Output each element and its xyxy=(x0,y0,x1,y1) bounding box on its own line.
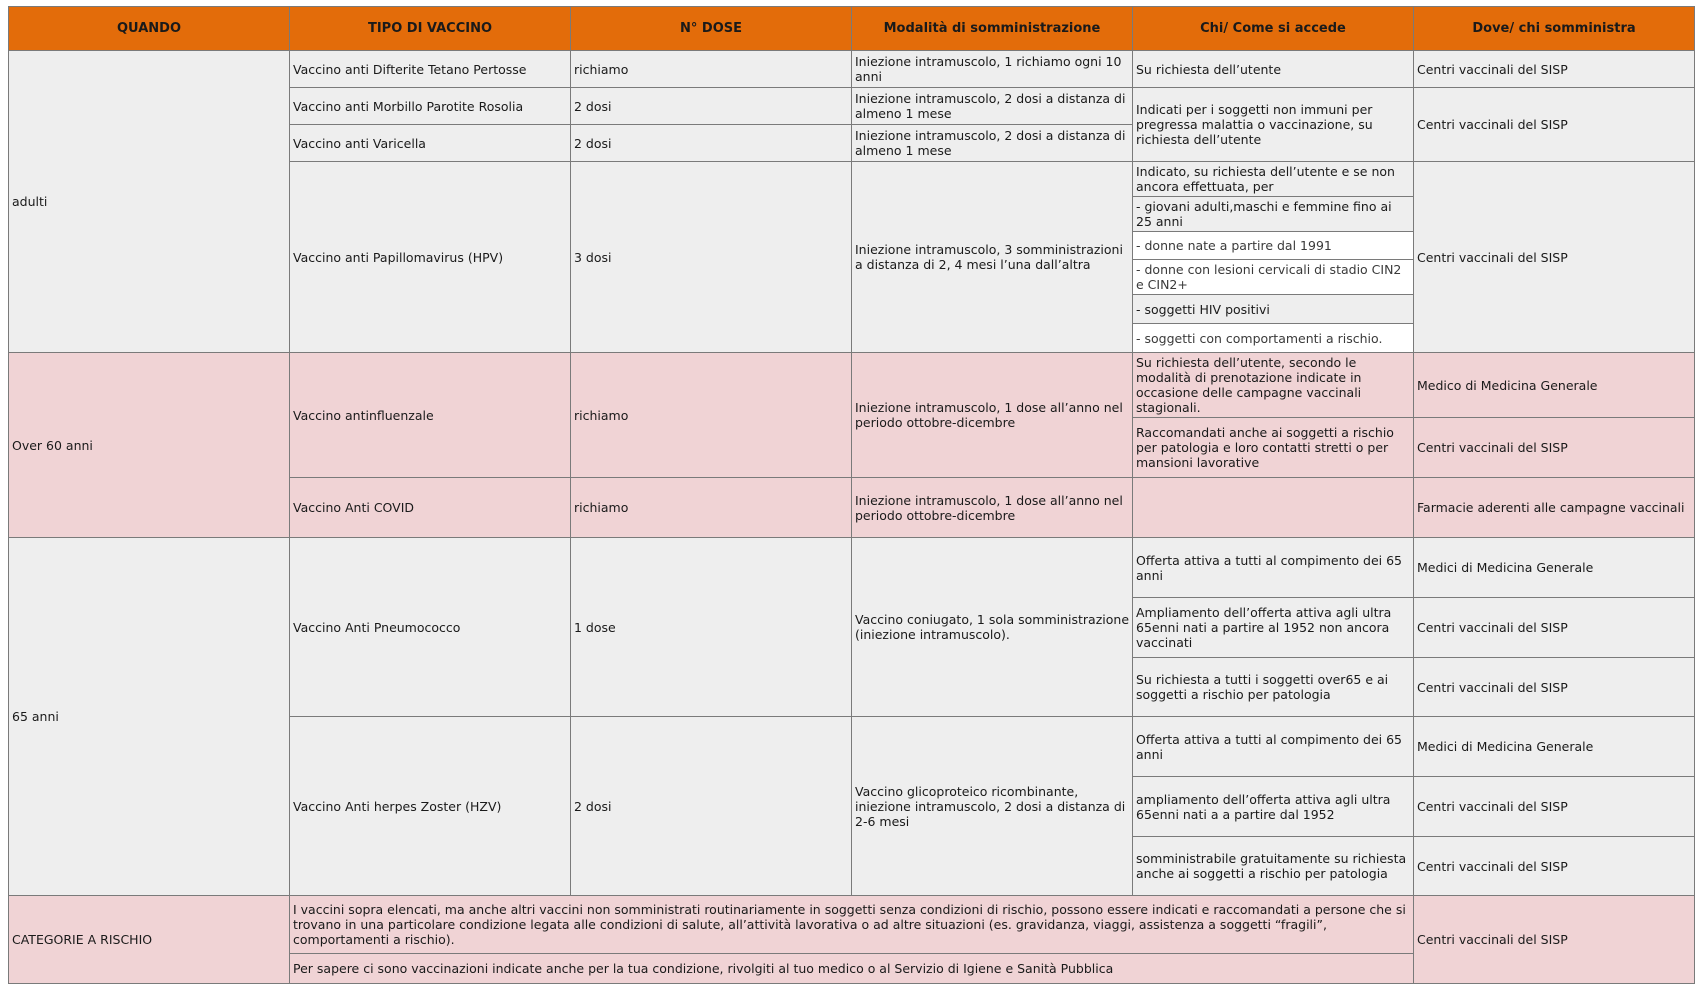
vaccine-table xyxy=(8,6,1695,984)
provider: Centri vaccinali del SISP xyxy=(1414,658,1695,717)
access-info: - donne nate a partire dal 1991 xyxy=(1133,232,1414,260)
provider: Medici di Medicina Generale xyxy=(1414,717,1695,777)
risk-note: I vaccini sopra elencati, ma anche altri vaccini non somministrati routinariamente in soggetti senza condizioni di rischio, possono essere indicati e raccomandati a persone che si trovano in una particolare condizione legata alle condizioni di salute, all’attività lavorativa o ad altre situazioni (es. gravidanza, viaggi, assistenza a soggetti “fragili”, comportamenti a rischio). xyxy=(290,896,1414,954)
group-label-adulti: adulti xyxy=(9,51,290,353)
access-info: - soggetti HIV positivi xyxy=(1133,295,1414,324)
dose-count: richiamo xyxy=(571,353,852,478)
dose-count: 2 dosi xyxy=(571,125,852,162)
dose-count: 3 dosi xyxy=(571,162,852,353)
administration-mode: Vaccino glicoproteico ricombinante, iniezione intramuscolo, 2 dosi a distanza di 2-6 mesi xyxy=(852,717,1133,896)
col-header-accesso: Chi/ Come si accede xyxy=(1133,7,1414,51)
administration-mode: Iniezione intramuscolo, 2 dosi a distanza di almeno 1 mese xyxy=(852,88,1133,125)
table-row xyxy=(9,538,1695,598)
access-info: - giovani adulti,maschi e femmine fino ai 25 anni xyxy=(1133,197,1414,232)
col-header-quando: QUANDO xyxy=(9,7,290,51)
access-info: Offerta attiva a tutti al compimento dei 65 anni xyxy=(1133,538,1414,598)
dose-count: 1 dose xyxy=(571,538,852,717)
dose-count: 2 dosi xyxy=(571,88,852,125)
access-info: Su richiesta a tutti i soggetti over65 e ai soggetti a rischio per patologia xyxy=(1133,658,1414,717)
administration-mode: Iniezione intramuscolo, 2 dosi a distanza di almeno 1 mese xyxy=(852,125,1133,162)
col-header-dose: N° DOSE xyxy=(571,7,852,51)
table-row xyxy=(9,896,1695,954)
administration-mode: Iniezione intramuscolo, 1 dose all’anno nel periodo ottobre-dicembre xyxy=(852,353,1133,478)
col-header-modalita: Modalità di somministrazione xyxy=(852,7,1133,51)
provider: Medici di Medicina Generale xyxy=(1414,538,1695,598)
table-row xyxy=(9,353,1695,418)
header-row xyxy=(9,7,1695,51)
vaccine-name: Vaccino Anti COVID xyxy=(290,478,571,538)
provider: Centri vaccinali del SISP xyxy=(1414,777,1695,837)
access-info: Su richiesta dell’utente, secondo le modalità di prenotazione indicate in occasione delle campagne vaccinali stagionali. xyxy=(1133,353,1414,418)
provider: Farmacie aderenti alle campagne vaccinali xyxy=(1414,478,1695,538)
administration-mode: Iniezione intramuscolo, 1 dose all’anno nel periodo ottobre-dicembre xyxy=(852,478,1133,538)
group-label-over60: Over 60 anni xyxy=(9,353,290,538)
provider: Centri vaccinali del SISP xyxy=(1414,837,1695,896)
col-header-dove: Dove/ chi somministra xyxy=(1414,7,1695,51)
provider: Centri vaccinali del SISP xyxy=(1414,162,1695,353)
dose-count: 2 dosi xyxy=(571,717,852,896)
group-label-rischio: CATEGORIE A RISCHIO xyxy=(9,896,290,984)
group-label-65: 65 anni xyxy=(9,538,290,896)
vaccine-name: Vaccino anti Varicella xyxy=(290,125,571,162)
provider: Centri vaccinali del SISP xyxy=(1414,51,1695,88)
administration-mode: Iniezione intramuscolo, 1 richiamo ogni 10 anni xyxy=(852,51,1133,88)
dose-count: richiamo xyxy=(571,51,852,88)
access-info: ampliamento dell’offerta attiva agli ultra 65enni nati a a partire dal 1952 xyxy=(1133,777,1414,837)
access-info: Ampliamento dell’offerta attiva agli ultra 65enni nati a partire al 1952 non ancora vaccinati xyxy=(1133,598,1414,658)
provider: Centri vaccinali del SISP xyxy=(1414,598,1695,658)
access-info: Indicato, su richiesta dell’utente e se non ancora effettuata, per xyxy=(1133,162,1414,197)
access-info xyxy=(1133,478,1414,538)
vaccine-name: Vaccino anti Morbillo Parotite Rosolia xyxy=(290,88,571,125)
vaccine-name: Vaccino anti Difterite Tetano Pertosse xyxy=(290,51,571,88)
access-info: somministrabile gratuitamente su richiesta anche ai soggetti a rischio per patologia xyxy=(1133,837,1414,896)
access-info: Raccomandati anche ai soggetti a rischio per patologia e loro contatti stretti o per mansioni lavorative xyxy=(1133,418,1414,478)
vaccine-name: Vaccino Anti Pneumococco xyxy=(290,538,571,717)
access-info: Indicati per i soggetti non immuni per pregressa malattia o vaccinazione, su richiesta dell’utente xyxy=(1133,88,1414,162)
administration-mode: Vaccino coniugato, 1 sola somministrazione (iniezione intramuscolo). xyxy=(852,538,1133,717)
access-info: Su richiesta dell’utente xyxy=(1133,51,1414,88)
table-row xyxy=(9,51,1695,88)
provider: Centri vaccinali del SISP xyxy=(1414,88,1695,162)
vaccine-name: Vaccino Anti herpes Zoster (HZV) xyxy=(290,717,571,896)
provider: Centri vaccinali del SISP xyxy=(1414,418,1695,478)
access-info: Offerta attiva a tutti al compimento dei 65 anni xyxy=(1133,717,1414,777)
dose-count: richiamo xyxy=(571,478,852,538)
vaccine-name: Vaccino antinfluenzale xyxy=(290,353,571,478)
risk-advice: Per sapere ci sono vaccinazioni indicate anche per la tua condizione, rivolgiti al tuo medico o al Servizio di Igiene e Sanità Pubblica xyxy=(290,954,1414,984)
vaccine-name: Vaccino anti Papillomavirus (HPV) xyxy=(290,162,571,353)
provider: Centri vaccinali del SISP xyxy=(1414,896,1695,984)
access-info: - donne con lesioni cervicali di stadio CIN2 e CIN2+ xyxy=(1133,260,1414,295)
access-info: - soggetti con comportamenti a rischio. xyxy=(1133,324,1414,353)
administration-mode: Iniezione intramuscolo, 3 somministrazioni a distanza di 2, 4 mesi l’una dall’altra xyxy=(852,162,1133,353)
provider: Medico di Medicina Generale xyxy=(1414,353,1695,418)
col-header-tipo: TIPO DI VACCINO xyxy=(290,7,571,51)
